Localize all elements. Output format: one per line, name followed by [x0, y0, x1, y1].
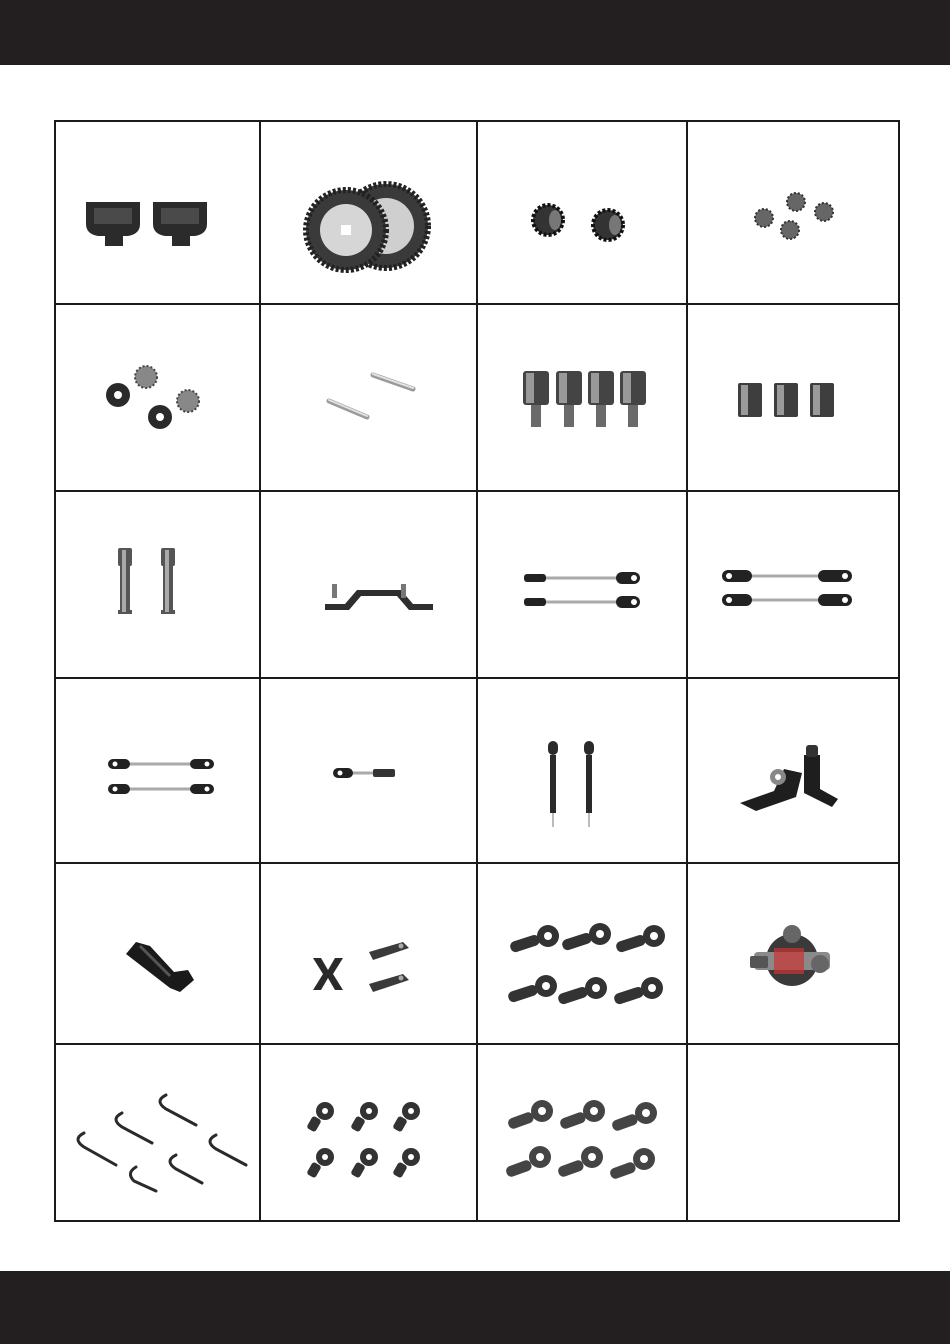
steering-bellcranks-icon [688, 679, 898, 862]
mount-block-icon [56, 864, 259, 1043]
part-cell [56, 305, 259, 490]
part-cell [261, 679, 476, 862]
part-cell [261, 305, 476, 490]
part-cell [56, 1045, 259, 1220]
pins-icon [261, 305, 476, 490]
short-cups-icon [688, 305, 898, 490]
part-cell [261, 492, 476, 677]
part-cell [261, 1045, 476, 1220]
part-cell [688, 305, 898, 490]
part-cell [688, 492, 898, 677]
part-cell [478, 122, 686, 303]
small-diff-gears-icon [688, 122, 898, 303]
ball-ends-medium-icon [478, 1045, 686, 1220]
steering-links-icon [56, 679, 259, 862]
diff-gear-set-icon [56, 305, 259, 490]
empty-cell [688, 1045, 898, 1220]
linkage-rods-icon [688, 492, 898, 677]
ball-ends-large-icon [478, 864, 686, 1043]
part-cell [688, 864, 898, 1043]
part-cell [478, 679, 686, 862]
part-cell [56, 492, 259, 677]
drive-cups-icon [478, 305, 686, 490]
part-cell [688, 679, 898, 862]
part-cell [56, 122, 259, 303]
part-cell [478, 492, 686, 677]
bracket-plate-icon [261, 492, 476, 677]
diff-outdrive-cups-icon [56, 122, 259, 303]
part-cell [478, 864, 686, 1043]
ball-cups-small-icon [261, 1045, 476, 1220]
part-cell [56, 679, 259, 862]
shafts-icon [56, 492, 259, 677]
turnbuckle-pair-icon [478, 492, 686, 677]
shock-shafts-icon [478, 679, 686, 862]
pinion-gears-icon [478, 122, 686, 303]
single-turnbuckle-icon [261, 679, 476, 862]
part-cell [56, 864, 259, 1043]
differential-assembly-icon [688, 864, 898, 1043]
header-bar [0, 0, 950, 65]
bevel-ring-gears-icon [261, 122, 476, 303]
part-cell [478, 305, 686, 490]
part-cell [688, 122, 898, 303]
part-cell [478, 1045, 686, 1220]
body-clips-icon [56, 1045, 259, 1220]
part-cell [261, 864, 476, 1043]
footer-bar [0, 1271, 950, 1344]
parts-grid [54, 120, 900, 1222]
hinge-braces-icon [261, 864, 476, 1043]
part-cell [261, 122, 476, 303]
